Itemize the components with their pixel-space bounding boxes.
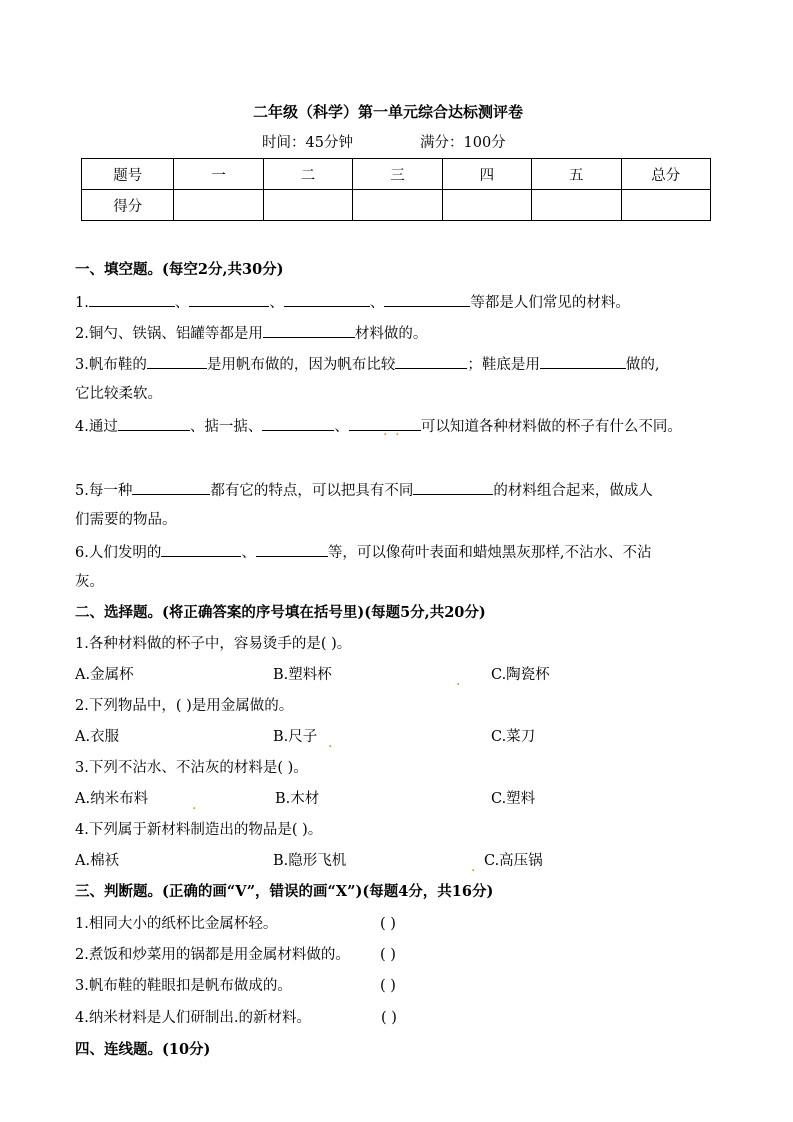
answer-blank[interactable]: [132, 479, 210, 495]
choice-option-b[interactable]: B.隐形飞机: [273, 853, 347, 869]
answer-blank[interactable]: [89, 291, 175, 307]
question-text: 2.铜勺、铁锅、铝罐等都是用: [75, 326, 263, 342]
question-text: 的材料组合起来，做成人: [493, 483, 653, 499]
section-heading-fill-blank: 一、填空题。(每空2分,共30分): [75, 261, 284, 278]
answer-blank[interactable]: [263, 322, 355, 338]
question-text: 、掂一掂、: [189, 419, 263, 435]
judge-item-text: 4.纳米材料是人们研制出.的新材料。: [75, 1010, 311, 1026]
answer-blank[interactable]: [395, 353, 467, 369]
choice-option-a[interactable]: A.纳米布料: [75, 791, 149, 807]
judge-answer-paren[interactable]: ( ): [380, 916, 396, 932]
answer-blank[interactable]: [284, 291, 370, 307]
choice-option-c[interactable]: C.菜刀: [491, 729, 536, 745]
judge-answer-paren[interactable]: ( ): [380, 947, 396, 963]
question-text: 可以知道各种材料做的杯子有什么不同。: [420, 419, 682, 435]
time-label: 时间：45分钟: [262, 135, 353, 151]
judge-item-text: 2.煮饭和炒菜用的锅都是用金属材料做的。: [75, 947, 350, 963]
question-text: 是用帆布做的，因为帆布比较: [206, 357, 396, 373]
table-cell: 总分: [621, 159, 710, 190]
choice-question-stem: 1.各种材料做的杯子中，容易烫手的是( )。: [75, 636, 352, 652]
decor-dot: .: [456, 673, 461, 689]
question-text: 3.帆布鞋的: [75, 357, 147, 373]
table-cell: 二: [263, 159, 352, 190]
question-text: ；鞋底是用: [467, 357, 540, 373]
answer-blank[interactable]: [413, 479, 493, 495]
score-input-cell[interactable]: [442, 190, 531, 221]
score-input-cell[interactable]: [532, 190, 621, 221]
table-cell: 得分: [82, 190, 174, 221]
choice-option-a[interactable]: A.衣服: [75, 729, 120, 745]
judge-answer-paren[interactable]: ( ): [380, 978, 396, 994]
table-cell: 一: [174, 159, 263, 190]
question-1-3: [75, 353, 659, 375]
table-cell: 三: [353, 159, 442, 190]
score-table: [81, 158, 711, 221]
question-text: 6.人们发明的: [75, 545, 162, 561]
score-table-header-row: [82, 159, 711, 190]
question-text: 都有它的特点，可以把具有不同: [210, 483, 414, 499]
question-text: 等都是人们常见的材料。: [470, 295, 630, 311]
answer-blank[interactable]: [189, 291, 269, 307]
section-heading-multiple-choice: 二、选择题。(将正确答案的序号填在括号里)(每题5分,共20分): [75, 604, 486, 621]
choice-option-b[interactable]: B.塑料杯: [273, 667, 332, 683]
table-cell: 五: [532, 159, 621, 190]
question-1-2: [75, 322, 427, 344]
question-text: 等，可以像荷叶表面和蜡烛黑灰那样,不沾水、不沾: [327, 545, 652, 561]
choice-question-stem: 2.下列物品中，( )是用金属做的。: [75, 698, 294, 714]
score-table-score-row: [82, 190, 711, 221]
question-1-3-cont: 它比较柔软。: [75, 386, 162, 402]
score-input-cell[interactable]: [263, 190, 352, 221]
question-text: 材料做的。: [354, 326, 428, 342]
question-1-4: 4.通过 、掂一掂、 、 可以知道各种材料做的杯子有什么不同。: [75, 415, 682, 437]
question-1-6: 6.人们发明的 、 等，可以像荷叶表面和蜡烛黑灰那样,不沾水、不沾: [75, 541, 651, 563]
score-input-cell[interactable]: [174, 190, 263, 221]
answer-blank[interactable]: [118, 415, 190, 431]
section-heading-matching: 四、连线题。(10分): [75, 1041, 211, 1058]
score-input-cell[interactable]: [621, 190, 710, 221]
choice-option-a[interactable]: A.棉袄: [75, 853, 120, 869]
table-cell: 题号: [82, 159, 174, 190]
decor-dot: .: [471, 859, 476, 875]
answer-blank[interactable]: [256, 541, 328, 557]
judge-item-text: 1.相同大小的纸杯比金属杯轻。: [75, 916, 278, 932]
choice-option-b[interactable]: B.尺子: [273, 729, 318, 745]
answer-blank[interactable]: [384, 291, 470, 307]
answer-blank[interactable]: [540, 353, 626, 369]
choice-question-stem: 4.下列属于新材料制造出的物品是( )。: [75, 822, 323, 838]
score-label: 满分：100分: [420, 135, 506, 151]
choice-option-c[interactable]: C.高压锅: [484, 853, 543, 869]
judge-answer-paren[interactable]: ( ): [381, 1010, 397, 1026]
question-text: 做的,: [625, 357, 660, 373]
page-title: 二年级（科学）第一单元综合达标测评卷: [253, 103, 524, 121]
question-text: 1.: [75, 295, 89, 311]
decor-dot: .: [328, 735, 333, 751]
answer-blank[interactable]: [161, 541, 241, 557]
answer-blank[interactable]: [262, 415, 334, 431]
question-1-1: 1. 、 、 、 等都是人们常见的材料。: [75, 291, 630, 313]
answer-blank[interactable]: [147, 353, 207, 369]
decor-dot: .: [383, 423, 388, 439]
table-cell: 四: [442, 159, 531, 190]
section-heading-true-false: 三、判断题。(正确的画“V”，错误的画“X”)(每题4分，共16分): [75, 883, 494, 900]
decor-dot: .: [192, 797, 197, 813]
choice-option-c[interactable]: C.陶瓷杯: [491, 667, 550, 683]
decor-dot: .: [395, 423, 400, 439]
score-input-cell[interactable]: [353, 190, 442, 221]
question-text: 4.通过: [75, 419, 118, 435]
choice-question-stem: 3.下列不沾水、不沾灰的材料是( )。: [75, 760, 308, 776]
choice-option-c[interactable]: C.塑料: [491, 791, 536, 807]
question-1-5: [75, 479, 653, 501]
choice-option-b[interactable]: B.木材: [275, 791, 320, 807]
question-text: 5.每一种: [75, 483, 133, 499]
question-1-5-cont: 们需要的物品。: [75, 512, 177, 528]
choice-option-a[interactable]: A.金属杯: [75, 667, 134, 683]
question-1-6-cont: 灰。: [75, 574, 104, 590]
judge-item-text: 3.帆布鞋的鞋眼扣是帆布做成的。: [75, 978, 292, 994]
